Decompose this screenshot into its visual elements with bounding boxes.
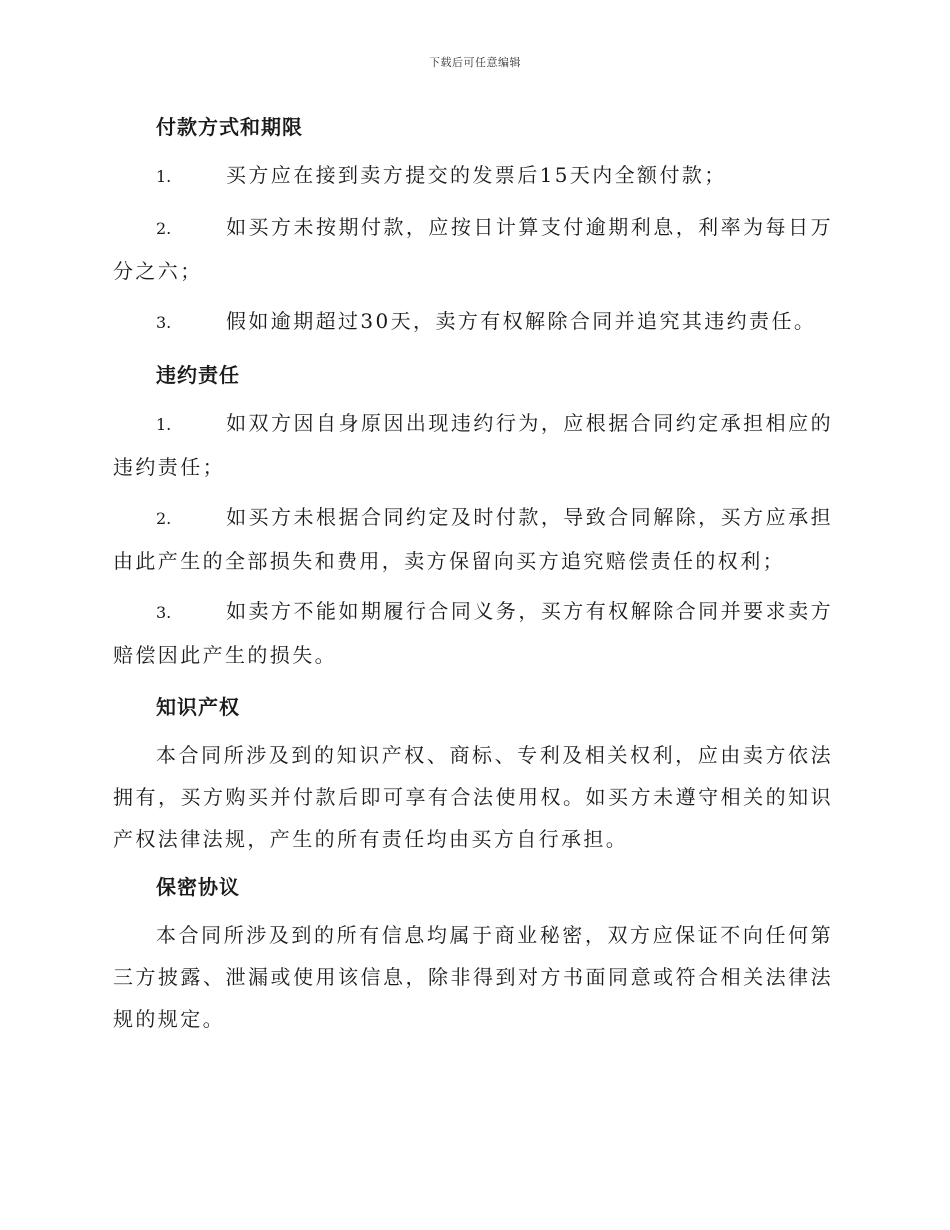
item-text: 假如逾期超过30天，卖方有权解除合同并追究其违约责任。 bbox=[226, 309, 817, 333]
item-number: 1. bbox=[156, 415, 172, 434]
item-number: 2. bbox=[156, 509, 172, 528]
item-text: 如卖方不能如期履行合同义务，买方有权解除合同并要求卖方赔偿因此产生的损失。 bbox=[113, 599, 833, 667]
section-heading: 保密协议 bbox=[156, 875, 240, 899]
document-body bbox=[113, 104, 833, 1044]
item-text: 如买方未根据合同约定及时付款，导致合同解除，买方应承担由此产生的全部损失和费用，卖方保留向买方追究赔偿责任的权利； bbox=[113, 505, 833, 573]
section-paragraph: 本合同所涉及到的知识产权、商标、专利及相关权利，应由卖方依法拥有，买方购买并付款后即可享有合法使用权。如买方未遵守相关的知识产权法律法规，产生的所有责任均由买方自行承担。 bbox=[113, 743, 833, 851]
item-text: 买方应在接到卖方提交的发票后15天内全额付款； bbox=[226, 163, 727, 187]
section-heading: 知识产权 bbox=[156, 695, 240, 719]
page-header: 下载后可任意编辑 bbox=[429, 56, 521, 69]
item-text: 如双方因自身原因出现违约行为，应根据合同约定承担相应的违约责任； bbox=[113, 411, 833, 479]
section-ip bbox=[113, 684, 833, 860]
list-item bbox=[113, 590, 833, 676]
list-item bbox=[113, 154, 833, 198]
item-number: 3. bbox=[156, 313, 172, 332]
item-number: 1. bbox=[156, 167, 172, 186]
section-heading: 违约责任 bbox=[156, 363, 240, 387]
item-text: 如买方未按期付款，应按日计算支付逾期利息，利率为每日万分之六； bbox=[113, 215, 833, 283]
section-heading: 付款方式和期限 bbox=[156, 115, 303, 139]
section-paragraph: 本合同所涉及到的所有信息均属于商业秘密，双方应保证不向任何第三方披露、泄漏或使用该信息，除非得到对方书面同意或符合相关法律法规的规定。 bbox=[113, 923, 833, 1031]
list-item bbox=[113, 206, 833, 292]
section-confidentiality bbox=[113, 864, 833, 1040]
section-liability bbox=[113, 352, 833, 676]
item-number: 3. bbox=[156, 603, 172, 622]
list-item bbox=[113, 300, 833, 344]
list-item bbox=[113, 496, 833, 582]
list-item bbox=[113, 402, 833, 488]
section-payment bbox=[113, 104, 833, 344]
item-number: 2. bbox=[156, 219, 172, 238]
